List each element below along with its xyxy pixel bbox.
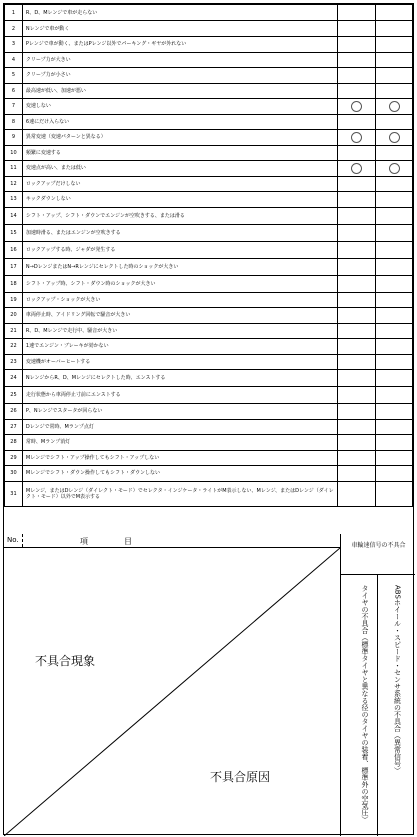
circle-mark-icon bbox=[351, 101, 362, 112]
table-row bbox=[5, 323, 413, 339]
symptom-text: 走行状態から車両停止寸前にエンストする bbox=[22, 387, 338, 404]
symptom-text: NレンジからR、D、Mレンジにセレクトした時、エンストする bbox=[22, 370, 338, 387]
check-cell-abs bbox=[376, 176, 413, 192]
item-column-header: 項目 bbox=[80, 537, 168, 546]
check-cell-tire bbox=[338, 83, 376, 99]
cause-column-tire bbox=[340, 575, 378, 836]
symptom-text: クリープ力が小さい bbox=[22, 68, 338, 84]
check-cell-abs bbox=[376, 37, 413, 53]
table-row bbox=[5, 387, 413, 404]
check-cell-abs bbox=[376, 114, 413, 130]
table-row bbox=[5, 114, 413, 130]
symptom-text: 異常変速（変速パターンと異なる） bbox=[22, 130, 338, 146]
symptom-table bbox=[4, 4, 413, 507]
table-row bbox=[5, 37, 413, 53]
check-cell-tire bbox=[338, 21, 376, 37]
symptom-text: シフト・アップ、シフト・ダウンでエンジンが空吹きする、または滑る bbox=[22, 207, 338, 224]
check-cell-tire bbox=[338, 241, 376, 258]
row-number: 19 bbox=[5, 292, 23, 308]
table-row bbox=[5, 466, 413, 482]
row-number: 9 bbox=[5, 130, 23, 146]
symptom-text: Mレンジでシフト・ダウン操作してもシフト・ダウンしない bbox=[22, 466, 338, 482]
check-cell-tire bbox=[338, 404, 376, 420]
row-number: 22 bbox=[5, 339, 23, 355]
check-cell-abs bbox=[376, 68, 413, 84]
check-cell-tire bbox=[338, 52, 376, 68]
check-cell-abs bbox=[376, 275, 413, 292]
table-row bbox=[5, 52, 413, 68]
cause-column-tire-label: タイヤの不具合（標準タイヤと異なる径のタイヤの装着、標準外の空気圧） bbox=[361, 585, 369, 823]
row-number: 27 bbox=[5, 419, 23, 435]
table-row bbox=[5, 145, 413, 161]
circle-mark-icon bbox=[389, 132, 400, 143]
row-number: 6 bbox=[5, 83, 23, 99]
check-cell-tire bbox=[338, 275, 376, 292]
check-cell-tire bbox=[338, 192, 376, 208]
row-number: 26 bbox=[5, 404, 23, 420]
check-cell-tire bbox=[338, 308, 376, 324]
check-cell-abs bbox=[376, 292, 413, 308]
cause-group-header bbox=[340, 534, 415, 575]
check-cell-tire bbox=[338, 354, 376, 370]
table-row bbox=[5, 370, 413, 387]
symptom-text: 常時、Mランプ消灯 bbox=[22, 435, 338, 451]
check-cell-abs bbox=[376, 450, 413, 466]
check-cell-abs bbox=[376, 435, 413, 451]
row-number: 12 bbox=[5, 176, 23, 192]
check-cell-abs bbox=[376, 21, 413, 37]
row-number: 31 bbox=[5, 481, 23, 506]
symptom-text: Dレンジで常時、Mランプ点灯 bbox=[22, 419, 338, 435]
table-row bbox=[5, 161, 413, 177]
table-row bbox=[5, 130, 413, 146]
check-cell-tire bbox=[338, 224, 376, 241]
symptom-text: 6速にだけ入らない bbox=[22, 114, 338, 130]
symptom-text: R、D、Mレンジで車が走らない bbox=[22, 5, 338, 21]
check-cell-tire bbox=[338, 435, 376, 451]
check-cell-tire bbox=[338, 207, 376, 224]
table-row bbox=[5, 419, 413, 435]
circle-mark-icon bbox=[389, 163, 400, 174]
cause-column-abs-sensor-label: ABSホイール・スピード・センサ系統の不具合（異常信号） bbox=[393, 585, 402, 774]
check-cell-abs bbox=[376, 161, 413, 177]
table-row bbox=[5, 207, 413, 224]
check-cell-tire bbox=[338, 161, 376, 177]
no-column-header: No. bbox=[7, 536, 19, 544]
check-cell-abs bbox=[376, 354, 413, 370]
row-number: 14 bbox=[5, 207, 23, 224]
phenomenon-cause-diagonal-cell bbox=[4, 548, 340, 836]
check-cell-tire bbox=[338, 323, 376, 339]
check-cell-tire bbox=[338, 114, 376, 130]
check-cell-abs bbox=[376, 387, 413, 404]
check-cell-abs bbox=[376, 323, 413, 339]
table-row bbox=[5, 68, 413, 84]
symptom-text: 1速でエンジン・ブレーキが効かない bbox=[22, 339, 338, 355]
check-cell-tire bbox=[338, 176, 376, 192]
symptom-text: ロックアップする時、ジャダが発生する bbox=[22, 241, 338, 258]
table-header-row bbox=[4, 534, 340, 548]
table-row bbox=[5, 450, 413, 466]
symptom-text: 変速点が高い、または低い bbox=[22, 161, 338, 177]
table-row bbox=[5, 354, 413, 370]
symptom-text: Pレンジで車が動く、またはPレンジ以外でパーキング・ギヤが外れない bbox=[22, 37, 338, 53]
row-number: 16 bbox=[5, 241, 23, 258]
row-number: 13 bbox=[5, 192, 23, 208]
no-column-divider bbox=[22, 534, 23, 547]
symptom-text: 最高速が低い、加速が悪い bbox=[22, 83, 338, 99]
row-number: 20 bbox=[5, 308, 23, 324]
check-cell-tire bbox=[338, 130, 376, 146]
table-row bbox=[5, 224, 413, 241]
check-cell-tire bbox=[338, 481, 376, 506]
row-number: 17 bbox=[5, 258, 23, 275]
circle-mark-icon bbox=[389, 101, 400, 112]
symptom-text: シフト・アップ時、シフト・ダウン時のショックが大きい bbox=[22, 275, 338, 292]
row-number: 10 bbox=[5, 145, 23, 161]
symptom-text: ロックアップだけしない bbox=[22, 176, 338, 192]
table-row bbox=[5, 241, 413, 258]
table-row bbox=[5, 275, 413, 292]
check-cell-abs bbox=[376, 258, 413, 275]
check-cell-abs bbox=[376, 370, 413, 387]
check-cell-abs bbox=[376, 52, 413, 68]
symptom-text: クリープ力が大きい bbox=[22, 52, 338, 68]
row-number: 3 bbox=[5, 37, 23, 53]
symptom-text: P、Nレンジでスタータが回らない bbox=[22, 404, 338, 420]
row-number: 25 bbox=[5, 387, 23, 404]
check-cell-tire bbox=[338, 466, 376, 482]
check-cell-tire bbox=[338, 339, 376, 355]
table-row bbox=[5, 481, 413, 506]
row-number: 21 bbox=[5, 323, 23, 339]
diagnosis-sheet bbox=[3, 3, 414, 835]
symptom-text: キックダウンしない bbox=[22, 192, 338, 208]
symptom-text: 変速機がオーバーヒートする bbox=[22, 354, 338, 370]
symptom-text: Nレンジで車が動く bbox=[22, 21, 338, 37]
check-cell-abs bbox=[376, 241, 413, 258]
row-number: 23 bbox=[5, 354, 23, 370]
cause-label: 不具合原因 bbox=[210, 770, 271, 784]
check-cell-tire bbox=[338, 258, 376, 275]
symptom-text: 車両停止時、アイドリング回転で騒音が大きい bbox=[22, 308, 338, 324]
check-cell-abs bbox=[376, 5, 413, 21]
row-number: 4 bbox=[5, 52, 23, 68]
check-cell-tire bbox=[338, 99, 376, 115]
check-cell-abs bbox=[376, 192, 413, 208]
check-cell-abs bbox=[376, 466, 413, 482]
row-number: 11 bbox=[5, 161, 23, 177]
table-row bbox=[5, 258, 413, 275]
symptom-text: 頻繁に変速する bbox=[22, 145, 338, 161]
check-cell-tire bbox=[338, 387, 376, 404]
table-row bbox=[5, 404, 413, 420]
symptom-text: Mレンジでシフト・アップ操作してもシフト・アップしない bbox=[22, 450, 338, 466]
check-cell-abs bbox=[376, 339, 413, 355]
circle-mark-icon bbox=[351, 163, 362, 174]
check-cell-tire bbox=[338, 450, 376, 466]
table-row bbox=[5, 292, 413, 308]
cause-column-abs-sensor bbox=[378, 575, 415, 836]
check-cell-abs bbox=[376, 83, 413, 99]
circle-mark-icon bbox=[351, 132, 362, 143]
table-row bbox=[5, 339, 413, 355]
check-cell-abs bbox=[376, 419, 413, 435]
check-cell-tire bbox=[338, 419, 376, 435]
symptom-text: R、D、Mレンジで走行中、騒音が大きい bbox=[22, 323, 338, 339]
row-number: 5 bbox=[5, 68, 23, 84]
table-row bbox=[5, 176, 413, 192]
row-number: 29 bbox=[5, 450, 23, 466]
check-cell-abs bbox=[376, 145, 413, 161]
phenomenon-label: 不具合現象 bbox=[35, 654, 96, 668]
table-row bbox=[5, 5, 413, 21]
check-cell-abs bbox=[376, 99, 413, 115]
check-cell-tire bbox=[338, 292, 376, 308]
symptom-text: 加速時滑る、またはエンジンが空吹きする bbox=[22, 224, 338, 241]
symptom-text: N→DレンジまたはN→Rレンジにセレクトした時のショックが大きい bbox=[22, 258, 338, 275]
check-cell-tire bbox=[338, 37, 376, 53]
row-number: 24 bbox=[5, 370, 23, 387]
symptom-text: 変速しない bbox=[22, 99, 338, 115]
symptom-text: ロックアップ・ショックが大きい bbox=[22, 292, 338, 308]
check-cell-abs bbox=[376, 404, 413, 420]
table-row bbox=[5, 99, 413, 115]
table-row bbox=[5, 21, 413, 37]
check-cell-tire bbox=[338, 68, 376, 84]
check-cell-abs bbox=[376, 481, 413, 506]
row-number: 7 bbox=[5, 99, 23, 115]
cause-group-label: 車輪速信号の不具合 bbox=[351, 542, 406, 549]
check-cell-tire bbox=[338, 145, 376, 161]
row-number: 2 bbox=[5, 21, 23, 37]
table-row bbox=[5, 308, 413, 324]
diagonal-line bbox=[4, 548, 340, 836]
check-cell-tire bbox=[338, 370, 376, 387]
symptom-text: Mレンジ、またはDレンジ（ダイレクト・モード）でセレクタ・インジケータ・ライトがM表示しない、Mレンジ、またはDレンジ（ダイレクト・モード）以外でM表示する bbox=[22, 481, 338, 506]
row-number: 8 bbox=[5, 114, 23, 130]
row-number: 28 bbox=[5, 435, 23, 451]
row-number: 18 bbox=[5, 275, 23, 292]
table-row bbox=[5, 83, 413, 99]
row-number: 1 bbox=[5, 5, 23, 21]
check-cell-abs bbox=[376, 224, 413, 241]
table-row bbox=[5, 435, 413, 451]
check-cell-abs bbox=[376, 130, 413, 146]
check-cell-tire bbox=[338, 5, 376, 21]
row-number: 30 bbox=[5, 466, 23, 482]
check-cell-abs bbox=[376, 308, 413, 324]
check-cell-abs bbox=[376, 207, 413, 224]
row-number: 15 bbox=[5, 224, 23, 241]
table-row bbox=[5, 192, 413, 208]
